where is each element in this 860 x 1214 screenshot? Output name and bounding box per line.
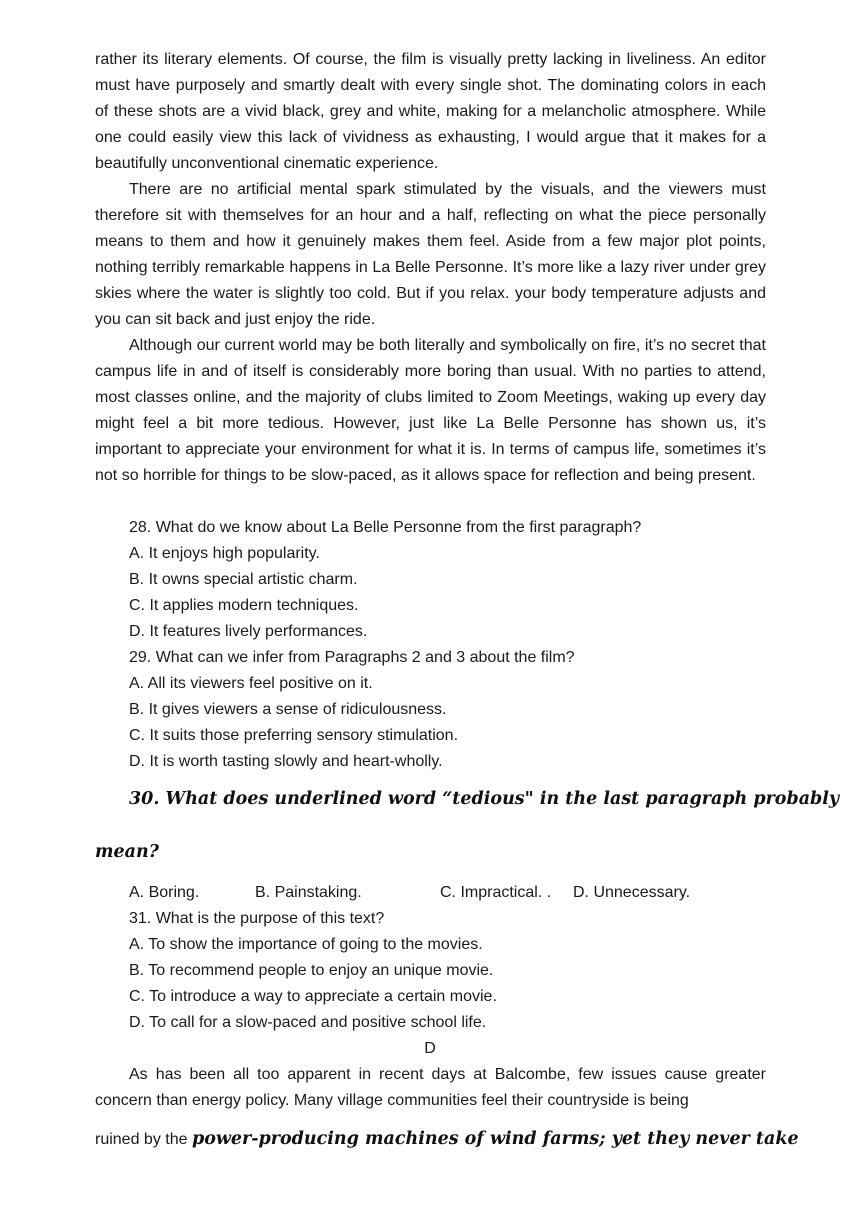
question-29-option-a: A. All its viewers feel positive on it.: [129, 675, 373, 692]
question-28-option-d: D. It features lively performances.: [129, 623, 368, 640]
question-31-option-d: D. To call for a slow-paced and positive school life.: [129, 1014, 487, 1031]
question-30-stem-line-2: mean?: [95, 842, 159, 862]
section-d-last-line: [95, 1126, 799, 1153]
question-30-option-c: C. Impractical. .: [440, 884, 552, 901]
question-31-option-b: B. To recommend people to enjoy an unique movie.: [129, 962, 494, 979]
question-28-option-a: A. It enjoys high popularity.: [129, 545, 320, 562]
question-28-stem: 28. What do we know about La Belle Personne from the first paragraph?: [129, 519, 642, 536]
section-d-heading: D: [424, 1040, 436, 1057]
question-30-option-a: A. Boring.: [129, 884, 200, 901]
question-31-stem: 31. What is the purpose of this text?: [129, 910, 385, 927]
question-29-option-b: B. It gives viewers a sense of ridiculousness.: [129, 701, 447, 718]
paragraph-3: Although our current world may be both literally and symbolically on fire, it’s no secret that campus life in and of itself is considerably more boring than usual. With no parties to attend, most classes online, and the majority of clubs limited to Zoom Meetings, waking up every day might feel a bit more tedious. However, just like La Belle Personne has shown us, it’s important to appreciate your environment for what it is. In terms of campus life, sometimes it’s not so horrible for things to be slow-paced, as it allows space for reflection and being present.: [95, 337, 766, 484]
paragraph-1: rather its literary elements. Of course, the film is visually pretty lacking in liveliness. An editor must have purposely and smartly dealt with every single shot. The dominating colors in each of these shots are a vivid black, grey and white, making for a melancholic atmosphere. While one could easily view this lack of vividness as exhausting, I would argue that it makes for a beautifully unconventional cinematic experience.: [95, 51, 766, 172]
question-30-stem-line-1: 30. What does underlined word “tedious" in the last paragraph probably: [129, 789, 840, 809]
question-31-option-a: A. To show the importance of going to the movies.: [129, 936, 483, 953]
question-29-option-c: C. It suits those preferring sensory stimulation.: [129, 727, 459, 744]
section-d-last-line-plain: ruined by the: [95, 1131, 192, 1148]
question-30-option-b: B. Painstaking.: [255, 884, 362, 901]
question-28-option-b: B. It owns special artistic charm.: [129, 571, 358, 588]
section-d-last-line-handwritten: power-producing machines of wind farms; yet they never take: [191, 1129, 799, 1149]
question-29-option-d: D. It is worth tasting slowly and heart-wholly.: [129, 753, 443, 770]
question-30-option-d: D. Unnecessary.: [573, 884, 691, 901]
section-d-paragraph: As has been all too apparent in recent days at Balcombe, few issues cause greater concern than energy policy. Many village communities feel their countryside is being: [95, 1066, 766, 1109]
question-31-option-c: C. To introduce a way to appreciate a certain movie.: [129, 988, 497, 1005]
question-29-stem: 29. What can we infer from Paragraphs 2 and 3 about the film?: [129, 649, 575, 666]
question-28-option-c: C. It applies modern techniques.: [129, 597, 359, 614]
paragraph-2: There are no artificial mental spark stimulated by the visuals, and the viewers must therefore sit with themselves for an hour and a half, reflecting on what the piece personally means to them and how it genuinely makes them feel. Aside from a few major plot points, nothing terribly remarkable happens in La Belle Personne. It’s more like a lazy river under grey skies where the water is slightly too cold. But if you relax. your body temperature adjusts and you can sit back and just enjoy the ride.: [95, 181, 766, 328]
